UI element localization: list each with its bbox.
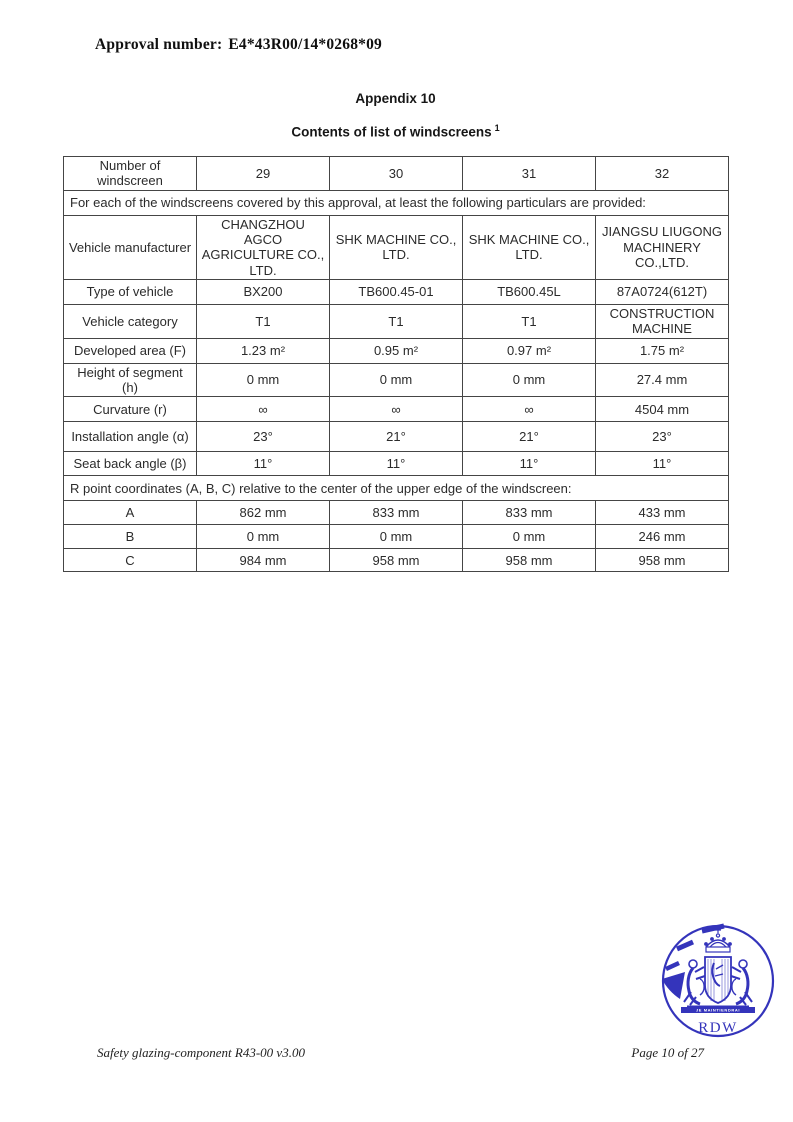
value-cell: 833 mm xyxy=(463,501,596,525)
lion-supporter-left xyxy=(684,960,705,1005)
row-label-cell: Installation angle (α) xyxy=(64,422,197,452)
footer-page-number: Page 10 of 27 xyxy=(631,1045,704,1060)
speed-lines xyxy=(662,926,724,999)
value-cell: ∞ xyxy=(463,397,596,422)
spec-table-row xyxy=(64,422,729,452)
approval-number-line xyxy=(95,36,382,54)
title-footnote-marker: 1 xyxy=(494,123,500,133)
row-label-cell: Curvature (r) xyxy=(64,397,197,422)
motto-text: JE MAINTIENDRAI xyxy=(695,1007,741,1013)
row-label-cell: C xyxy=(64,549,197,572)
table-note-cell: For each of the windscreens covered by this approval, at least the following particulars are provided: xyxy=(64,190,729,215)
row-label-cell: Developed area (F) xyxy=(64,338,197,363)
value-cell: 21° xyxy=(463,422,596,452)
spec-table-row xyxy=(64,363,729,397)
value-cell: CHANGZHOU AGCO AGRICULTURE CO., LTD. xyxy=(197,215,330,279)
value-cell: 23° xyxy=(596,422,729,452)
document-title xyxy=(63,123,728,140)
value-cell: 21° xyxy=(330,422,463,452)
spec-table-row xyxy=(64,397,729,422)
value-cell: 4504 mm xyxy=(596,397,729,422)
value-cell: 833 mm xyxy=(330,501,463,525)
document-title-text: Contents of list of windscreens xyxy=(291,124,492,140)
row-label-cell: Vehicle category xyxy=(64,304,197,338)
motto-banner xyxy=(681,1006,755,1014)
value-cell: 1.75 m² xyxy=(596,338,729,363)
spec-table-row xyxy=(64,452,729,476)
appendix-title: Appendix 10 xyxy=(355,91,436,106)
rdw-stamp xyxy=(644,917,793,1049)
value-cell: CONSTRUCTION MACHINE xyxy=(596,304,729,338)
table-note-row xyxy=(64,476,729,501)
value-cell: 433 mm xyxy=(596,501,729,525)
value-cell: 1.23 m² xyxy=(197,338,330,363)
row-label-cell: Type of vehicle xyxy=(64,279,197,304)
value-cell: T1 xyxy=(197,304,330,338)
value-cell: 0 mm xyxy=(463,525,596,549)
value-cell: 11° xyxy=(330,452,463,476)
row-label-cell: B xyxy=(64,525,197,549)
stamp-org-text: RDW xyxy=(698,1020,738,1036)
lion-supporter-right xyxy=(731,960,752,1005)
value-cell: 246 mm xyxy=(596,525,729,549)
value-cell: JIANGSU LIUGONG MACHINERY CO.,LTD. xyxy=(596,215,729,279)
table-note-row xyxy=(64,190,729,215)
value-cell: 0 mm xyxy=(463,363,596,397)
windscreen-number-cell: 30 xyxy=(330,157,463,191)
value-cell: 0 mm xyxy=(197,525,330,549)
table-header-row xyxy=(64,157,729,191)
value-cell: 0 mm xyxy=(197,363,330,397)
value-cell: ∞ xyxy=(330,397,463,422)
approval-number: E4*43R00/14*0268*09 xyxy=(228,36,382,53)
windscreen-table-body xyxy=(64,157,729,572)
windscreen-number-cell: 32 xyxy=(596,157,729,191)
value-cell: 0 mm xyxy=(330,363,463,397)
value-cell: 958 mm xyxy=(330,549,463,572)
value-cell: 958 mm xyxy=(463,549,596,572)
value-cell: SHK MACHINE CO., LTD. xyxy=(330,215,463,279)
value-cell: 11° xyxy=(596,452,729,476)
coordinate-table-row xyxy=(64,501,729,525)
value-cell: 27.4 mm xyxy=(596,363,729,397)
value-cell: 0.95 m² xyxy=(330,338,463,363)
windscreen-number-cell: 31 xyxy=(463,157,596,191)
windscreen-table xyxy=(63,156,729,572)
windscreen-number-cell: 29 xyxy=(197,157,330,191)
value-cell: ∞ xyxy=(197,397,330,422)
value-cell: 0.97 m² xyxy=(463,338,596,363)
spec-table-row xyxy=(64,304,729,338)
shield-icon xyxy=(705,957,731,1003)
footer-document-ref: Safety glazing-component R43-00 v3.00 xyxy=(97,1045,305,1060)
value-cell: 0 mm xyxy=(330,525,463,549)
value-cell: T1 xyxy=(330,304,463,338)
spec-table-row xyxy=(64,338,729,363)
value-cell: TB600.45-01 xyxy=(330,279,463,304)
row-label-cell: Number of windscreen xyxy=(64,157,197,191)
value-cell: 984 mm xyxy=(197,549,330,572)
row-label-cell: Vehicle manufacturer xyxy=(64,215,197,279)
coordinate-table-row xyxy=(64,525,729,549)
value-cell: 862 mm xyxy=(197,501,330,525)
row-label-cell: A xyxy=(64,501,197,525)
value-cell: 23° xyxy=(197,422,330,452)
row-label-cell: Seat back angle (β) xyxy=(64,452,197,476)
value-cell: 11° xyxy=(463,452,596,476)
value-cell: 958 mm xyxy=(596,549,729,572)
value-cell: TB600.45L xyxy=(463,279,596,304)
value-cell: SHK MACHINE CO., LTD. xyxy=(463,215,596,279)
value-cell: 87A0724(612T) xyxy=(596,279,729,304)
table-note-cell: R point coordinates (A, B, C) relative to the center of the upper edge of the windscreen: xyxy=(64,476,729,501)
row-label-cell: Height of segment (h) xyxy=(64,363,197,397)
spec-table-row xyxy=(64,215,729,279)
value-cell: BX200 xyxy=(197,279,330,304)
value-cell: 11° xyxy=(197,452,330,476)
value-cell: T1 xyxy=(463,304,596,338)
coordinate-table-row xyxy=(64,549,729,572)
spec-table-row xyxy=(64,279,729,304)
approval-label: Approval number: xyxy=(95,36,223,53)
